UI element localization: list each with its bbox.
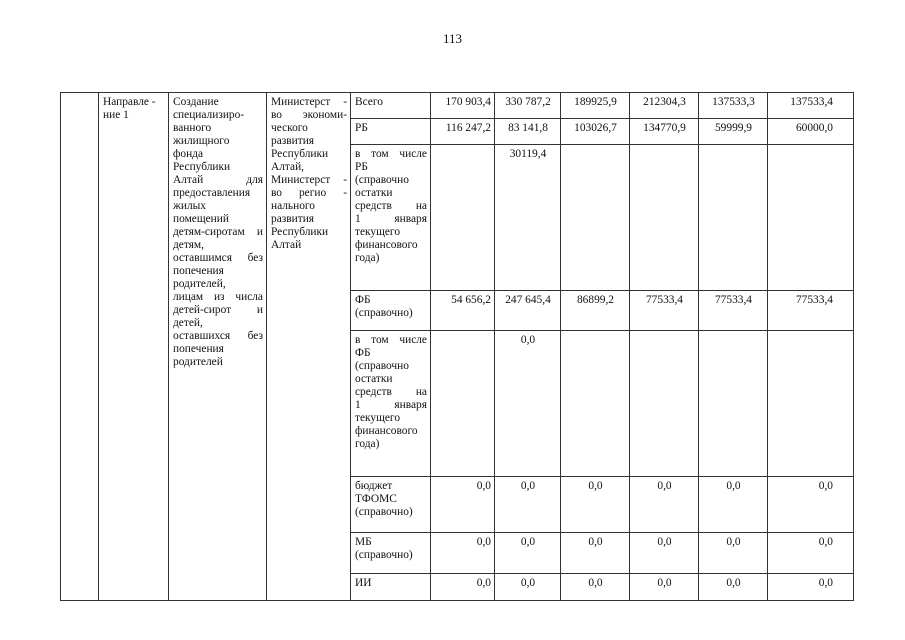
measure-line: детям,	[173, 239, 204, 251]
amount-cell	[699, 331, 768, 477]
amount-cell: 0,0	[699, 574, 768, 601]
amount-cell: 0,0	[561, 574, 630, 601]
amount-cell: 30119,4	[495, 145, 561, 291]
amount-cell: 0,0	[495, 574, 561, 601]
amount-cell: 0,0	[431, 533, 495, 574]
amount-cell: 59999,9	[699, 119, 768, 145]
funding-source-line: (справочно)	[355, 549, 413, 561]
funding-source-line: в том числе	[355, 334, 427, 346]
amount-cell: 60000,0	[768, 119, 854, 145]
measure-name-cell	[169, 93, 267, 601]
funding-source-line: ИИ	[355, 577, 372, 589]
measure-line: помещений	[173, 213, 229, 225]
amount-cell: 86899,2	[561, 291, 630, 331]
amount-cell: 0,0	[699, 477, 768, 533]
measure-line: Создание	[173, 96, 219, 108]
funding-source-label	[351, 145, 431, 291]
amount-cell: 0,0	[768, 574, 854, 601]
funding-source-line: текущего	[355, 226, 401, 238]
funding-source-line: ТФОМС	[355, 493, 397, 505]
funding-source-line: (справочно	[355, 360, 409, 372]
amount-cell: 212304,3	[630, 93, 699, 119]
funding-source-line: ФБ	[355, 347, 371, 359]
funding-source-line: остатки	[355, 373, 393, 385]
amount-cell: 330 787,2	[495, 93, 561, 119]
funding-source-line: Всего	[355, 96, 383, 108]
measure-line: лицам из числа	[173, 291, 263, 303]
funding-source-line: РБ	[355, 122, 368, 134]
amount-cell: 0,0	[495, 477, 561, 533]
amount-cell: 0,0	[699, 533, 768, 574]
funding-source-label	[351, 574, 431, 601]
executor-line: Алтай	[271, 239, 302, 251]
amount-cell: 77533,4	[768, 291, 854, 331]
executor-line: Республики	[271, 226, 329, 238]
funding-source-line: 1 января	[355, 213, 427, 225]
funding-source-label	[351, 93, 431, 119]
direction-line: ние 1	[103, 109, 129, 121]
funding-source-line: года)	[355, 252, 380, 264]
funding-source-line: текущего	[355, 412, 401, 424]
measure-line: детей,	[173, 317, 203, 329]
amount-cell	[699, 145, 768, 291]
measure-line: фонда	[173, 148, 204, 160]
executor-line: ческого	[271, 122, 308, 134]
amount-cell: 247 645,4	[495, 291, 561, 331]
amount-cell: 0,0	[768, 477, 854, 533]
amount-cell: 0,0	[561, 533, 630, 574]
measure-line: жилых	[173, 200, 206, 212]
amount-cell: 116 247,2	[431, 119, 495, 145]
amount-cell: 0,0	[630, 574, 699, 601]
funding-source-line: (справочно)	[355, 506, 413, 518]
funding-source-line: в том числе	[355, 148, 427, 160]
funding-source-line: РБ	[355, 161, 368, 173]
amount-cell	[630, 331, 699, 477]
executor-cell	[267, 93, 351, 601]
amount-cell: 0,0	[495, 331, 561, 477]
executor-line: во экономи-	[271, 109, 347, 121]
measure-line: Республики	[173, 161, 231, 173]
funding-source-line: средств на	[355, 386, 427, 398]
funding-source-line: ФБ	[355, 294, 371, 306]
amount-cell: 54 656,2	[431, 291, 495, 331]
funding-source-label	[351, 291, 431, 331]
amount-cell: 189925,9	[561, 93, 630, 119]
executor-line: Республики	[271, 148, 329, 160]
row-index-cell	[61, 93, 99, 601]
amount-cell: 137533,4	[768, 93, 854, 119]
amount-cell: 134770,9	[630, 119, 699, 145]
amount-cell: 77533,4	[630, 291, 699, 331]
funding-source-line: года)	[355, 438, 380, 450]
table-row	[61, 93, 854, 119]
measure-line: попечения	[173, 265, 224, 277]
executor-line: нального	[271, 200, 316, 212]
amount-cell: 0,0	[768, 533, 854, 574]
measure-line: Алтай для	[173, 174, 263, 186]
funding-source-line: МБ	[355, 536, 372, 548]
measure-line: оставшимся без	[173, 252, 263, 264]
measure-line: попечения	[173, 343, 224, 355]
funding-source-label	[351, 119, 431, 145]
funding-source-label	[351, 477, 431, 533]
measure-line: предоставления	[173, 187, 251, 199]
amount-cell: 77533,4	[699, 291, 768, 331]
executor-line: развития	[271, 213, 315, 225]
amount-cell: 137533,3	[699, 93, 768, 119]
amount-cell: 0,0	[495, 533, 561, 574]
funding-source-line: (справочно	[355, 174, 409, 186]
measure-line: жилищного	[173, 135, 230, 147]
measure-line: детям-сиротам и	[173, 226, 263, 238]
budget-table	[60, 92, 854, 601]
amount-cell	[431, 145, 495, 291]
amount-cell	[768, 331, 854, 477]
amount-cell	[561, 331, 630, 477]
funding-source-line: бюджет	[355, 480, 393, 492]
page-number: 113	[442, 31, 463, 46]
funding-source-label	[351, 331, 431, 477]
measure-line: родителей	[173, 356, 223, 368]
amount-cell: 170 903,4	[431, 93, 495, 119]
funding-source-line: финансового	[355, 239, 418, 251]
direction-cell	[99, 93, 169, 601]
amount-cell	[768, 145, 854, 291]
funding-source-line: остатки	[355, 187, 393, 199]
amount-cell	[431, 331, 495, 477]
funding-source-line: финансового	[355, 425, 418, 437]
amount-cell	[561, 145, 630, 291]
measure-line: оставшихся без	[173, 330, 263, 342]
amount-cell: 83 141,8	[495, 119, 561, 145]
funding-source-line: 1 января	[355, 399, 427, 411]
funding-source-label	[351, 533, 431, 574]
executor-line: Министерст -	[271, 174, 347, 186]
funding-source-line: средств на	[355, 200, 427, 212]
measure-line: родителей,	[173, 278, 226, 290]
amount-cell: 0,0	[630, 477, 699, 533]
executor-line: развития	[271, 135, 315, 147]
amount-cell: 0,0	[561, 477, 630, 533]
amount-cell: 0,0	[431, 477, 495, 533]
executor-line: Алтай,	[271, 161, 305, 173]
executor-line: во регио -	[271, 187, 347, 199]
direction-line: Направле -	[103, 96, 156, 108]
executor-line: Министерст -	[271, 96, 347, 108]
measure-line: ванного	[173, 122, 212, 134]
amount-cell	[630, 145, 699, 291]
amount-cell: 103026,7	[561, 119, 630, 145]
amount-cell: 0,0	[431, 574, 495, 601]
funding-source-line: (справочно)	[355, 307, 413, 319]
amount-cell: 0,0	[630, 533, 699, 574]
measure-line: детей-сирот и	[173, 304, 263, 316]
measure-line: специализиро-	[173, 109, 245, 121]
